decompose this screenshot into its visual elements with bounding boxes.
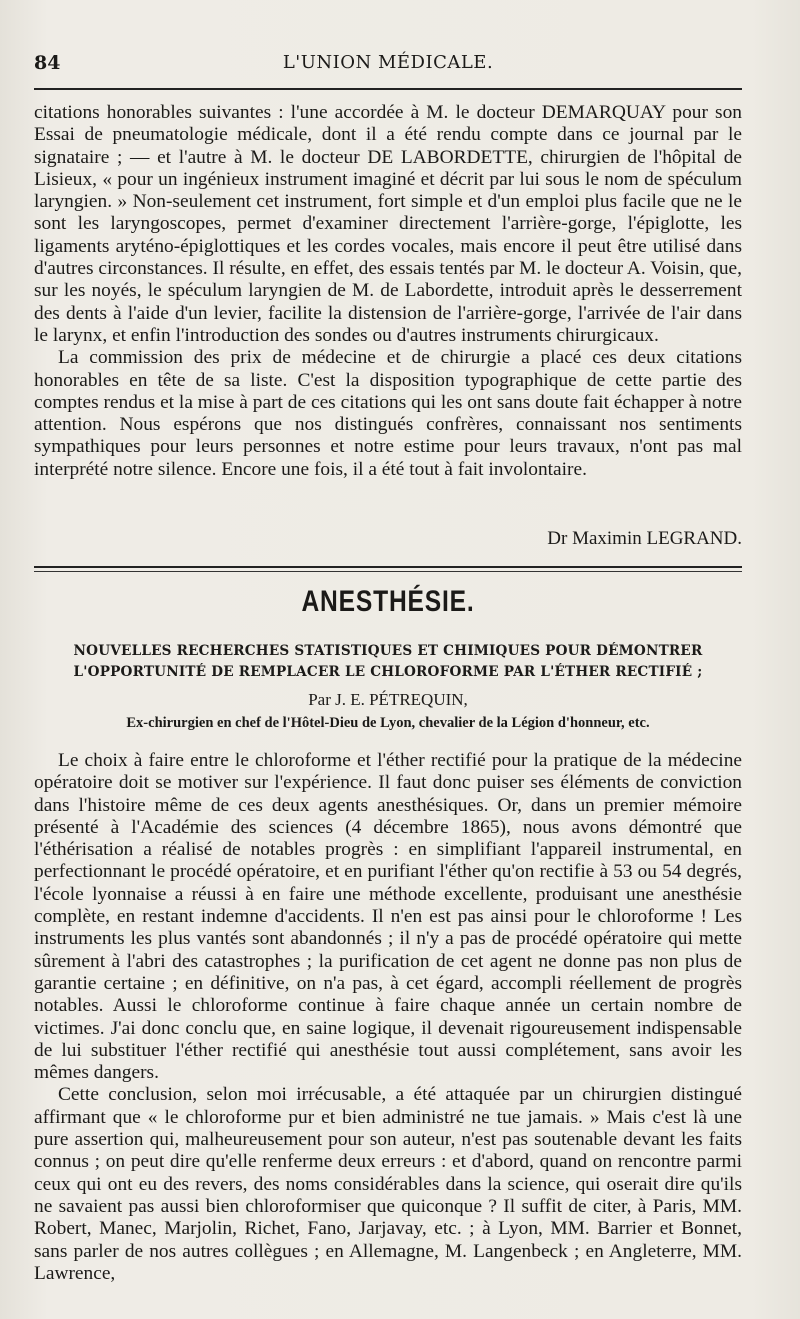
first-article [34, 102, 742, 481]
header-rule [34, 88, 742, 90]
author-affiliation: Ex-chirurgien en chef de l'Hôtel-Dieu de Lyon, chevalier de la Légion d'honneur, etc. [126, 715, 650, 731]
author-signature: Dr Maximin LEGRAND. [547, 528, 742, 549]
section-rule-bottom [34, 571, 742, 572]
section-rule-top [34, 566, 742, 568]
journal-title: L'UNION MÉDICALE. [282, 52, 494, 73]
first-article-paragraph-1: citations honorables suivantes : l'une accordée à M. le docteur DEMARQUAY pour son Essai de pneumatologie médicale, dont il a été rendu compte dans ce journal par le signataire ; — et l'autre à M. le docteur DE LABORDETTE, chirurgien de l'hôpital de Lisieux, « pour un ingénieux instrument imaginé et décrit par lui sous le nom de spéculum laryngien. » Non-seulement cet instrument, fort simple et d'un emploi plus facile que ne le sont les laryngoscopes, permet d'examiner directement l'arrière-gorge, l'épiglotte, les ligaments aryténo-épiglottiques et les cordes vocales, mais encore il peut être utilisé dans d'autres circonstances. Il résulte, en effet, des essais tentés par M. le docteur A. Voisin, que, sur les noyés, le spéculum laryngien de M. de Labordette, introduit après le desserrement des dents à l'aide d'un levier, facilite la distension de l'arrière-gorge, l'arrivée de l'air dans le larynx, et enfin l'introduction des sondes ou d'autres instruments chirurgicaux. [34, 102, 742, 346]
second-article-paragraph-2: Cette conclusion, selon moi irrécusable, a été attaquée par un chirurgien distingué affirmant que « le chloroforme pur et bien administré ne tue jamais. » Mais c'est là une pure assertion qui, malheureusement pour son auteur, n'est pas soutenable devant les faits connus ; on peut dire qu'elle renferme deux erreurs : et d'abord, quand on rencontre parmi ceux qui ont eu des revers, des noms considérables dans la science, qui oserait dire qu'ils ne savaient pas aussi bien chloroformiser que quiconque ? Il suffit de citer, à Paris, MM. Robert, Manec, Marjolin, Richet, Fano, Jarjavay, etc. ; à Lyon, MM. Barrier et Bonnet, sans parler de nos autres collègues ; en Allemagne, M. Langenbeck ; en Angleterre, MM. Lawrence, [34, 1084, 742, 1284]
second-article [34, 750, 742, 1285]
second-article-paragraph-1: Le choix à faire entre le chloroforme et l'éther rectifié pour la pratique de la médecine opératoire doit se motiver sur l'expérience. Il faut donc puiser ses éléments de conviction dans l'histoire même de ces deux agents anesthésiques. Or, dans un premier mémoire présenté à l'Académie des sciences (4 décembre 1865), nous avons démontré que l'éthérisation a réalisé de notables progrès : en simplifiant l'appareil instrumental, en perfectionnant le procédé opératoire, et en purifiant l'éther qu'on rectifie à 53 ou 54 degrés, l'école lyonnaise a réussi à en faire une méthode excellente, produisant une anesthésie complète, en restant indemne d'accidents. Il n'en est pas ainsi pour le chloroforme ! Les instruments les plus vantés sont abandonnés ; il n'y a pas de procédé opératoire qui mette sûrement à l'abri des catastrophes ; la purification de cet agent ne donne pas non plus de garantie certaine ; en définitive, on n'a pas, à cet égard, accompli réellement de progrès notables. Aussi le chloroforme continue à faire chaque année un certain nombre de victimes. J'ai donc conclu que, en saine logique, il devenait rigoureusement indispensable de lui substituer l'éther rectifié qui anesthésie tout aussi complétement, sans avoir les mêmes dangers. [34, 750, 742, 1084]
first-article-paragraph-2: La commission des prix de médecine et de chirurgie a placé ces deux citations honorables en tête de sa liste. C'est la disposition typographique de cette partie des comptes rendus et la mise à part de ces citations qui les ont sans doute fait échapper à notre attention. Nous espérons que nos distingués confrères, connaissant nos sentiments sympathiques pour leurs personnes et notre estime pour leurs travaux, n'ont pas mal interprété notre silence. Encore une fois, il a été tout à fait involontaire. [34, 347, 742, 480]
article-title: NOUVELLES RECHERCHES STATISTIQUES ET CHIMIQUES POUR DÉMONTRER L'OPPORTUNITÉ DE REMPLACER LE CHLOROFORME PAR L'ÉTHER RECTIFIÉ ; [73, 643, 703, 680]
section-title: ANESTHÉSIE. [301, 585, 475, 618]
page-number: 84 [34, 52, 61, 74]
article-byline: Par J. E. PÉTREQUIN, [308, 690, 468, 709]
running-head [34, 52, 742, 82]
